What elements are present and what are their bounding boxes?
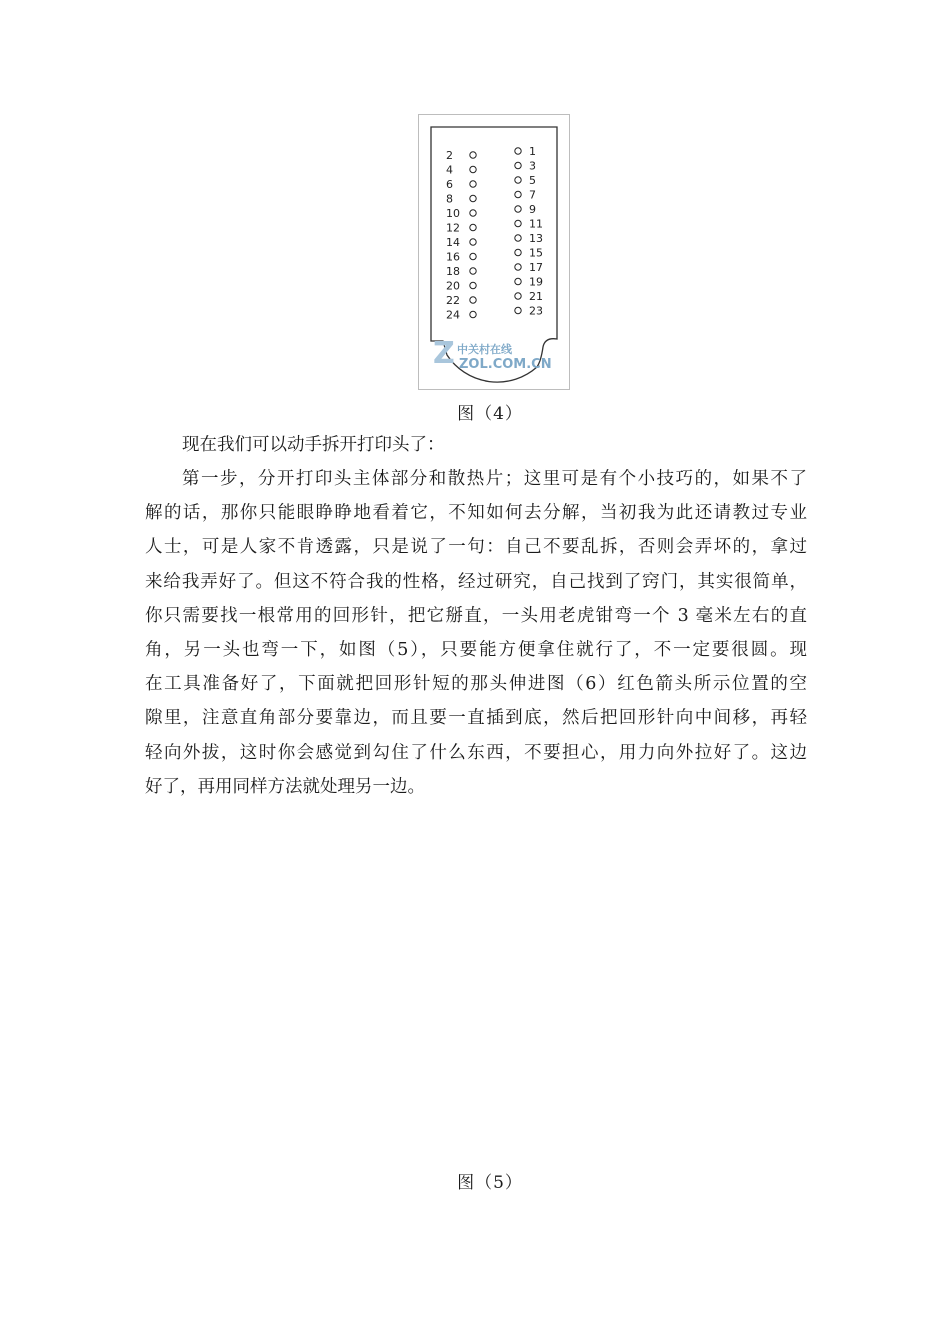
pin-number-even: 4 (446, 163, 453, 177)
text-line: 人士，可是人家不肯透露，只是说了一句：自己不要乱拆，否则会弄坏的，拿过 (145, 537, 807, 558)
svg-text:Z: Z (433, 336, 455, 371)
text-line: 第一步，分开打印头主体部分和散热片；这里可是有个小技巧的，如果不了 (182, 469, 807, 489)
pin-hole (515, 220, 521, 226)
pin-number-even: 10 (446, 207, 460, 220)
pin-number-even: 18 (446, 265, 460, 278)
watermark-cn: 中关村在线 (457, 343, 512, 356)
pin-hole (515, 235, 521, 241)
text-line: 轻向外拔，这时你会感觉到勾住了什么东西，不要担心，用力向外拉好了。这边 (145, 742, 807, 763)
pin-number-odd: 21 (529, 290, 543, 303)
pin-grid (446, 145, 543, 322)
pin-hole (515, 264, 521, 270)
print-head-pinout-drawing (419, 115, 569, 389)
pin-number-odd: 1 (529, 145, 536, 158)
watermark-en: ZOL.COM.CN (459, 357, 552, 372)
pin-hole (515, 278, 521, 284)
text-line: 隙里，注意直角部分要靠边，而且要一直插到底，然后把回形针向中间移，再轻 (145, 708, 807, 729)
pin-hole (515, 293, 521, 299)
pin-number-even: 2 (446, 149, 453, 162)
text-line: 现在我们可以动手拆开打印头了： (182, 435, 445, 455)
pin-number-odd: 13 (529, 232, 543, 245)
figure-4-caption: 图（4） (457, 404, 523, 424)
pin-number-even: 20 (446, 279, 460, 293)
pin-hole (470, 195, 476, 201)
pin-number-even: 8 (446, 192, 453, 206)
pin-hole (470, 268, 476, 274)
pin-hole (515, 307, 521, 313)
pin-hole (470, 181, 476, 187)
pin-number-even: 14 (446, 236, 460, 249)
text-line: 来给我弄好了。但这不符合我的性格，经过研究，自己找到了窍门，其实很简单， (145, 571, 807, 592)
pin-number-odd: 19 (529, 275, 543, 289)
text-line: 你只需要找一根常用的回形针，把它掰直，一头用老虎钳弯一个 3 毫米左右的直 (145, 605, 807, 626)
pin-number-odd: 17 (529, 261, 543, 274)
pin-hole (470, 166, 476, 172)
pin-hole (470, 210, 476, 216)
figure-4-pin-diagram (418, 114, 570, 390)
pin-number-even: 16 (446, 250, 460, 264)
text-line: 角，另一头也弯一下，如图（5），只要能方便拿住就行了，不一定要很圆。现 (145, 640, 807, 661)
pin-number-odd: 15 (529, 246, 543, 260)
pin-hole (470, 152, 476, 158)
pin-hole (470, 311, 476, 317)
pin-hole (470, 224, 476, 230)
pin-hole (515, 177, 521, 183)
pin-number-odd: 7 (529, 188, 536, 202)
pin-hole (470, 297, 476, 303)
figure-5-caption: 图（5） (457, 1173, 523, 1193)
pin-number-odd: 3 (529, 159, 536, 173)
pin-number-odd: 11 (529, 217, 543, 231)
pin-hole (515, 148, 521, 154)
text-line: 好了，再用同样方法就处理另一边。 (145, 776, 425, 797)
intro-paragraph (145, 428, 807, 462)
pin-number-even: 6 (446, 178, 453, 191)
pin-hole (515, 249, 521, 255)
pin-hole (470, 239, 476, 245)
pin-hole (515, 206, 521, 212)
pin-number-odd: 9 (529, 203, 536, 216)
text-line: 在工具准备好了，下面就把回形针短的那头伸进图（6）红色箭头所示位置的空 (145, 674, 807, 695)
pin-number-odd: 23 (529, 304, 543, 318)
step-one-paragraph (145, 462, 807, 804)
pin-hole (470, 282, 476, 288)
pin-hole (515, 191, 521, 197)
text-line: 解的话，那你只能眼睁睁地看着它，不知如何去分解，当初我为此还请教过专业 (145, 503, 807, 524)
pin-number-even: 24 (446, 308, 460, 322)
pin-number-odd: 5 (529, 174, 536, 187)
pin-hole (515, 162, 521, 168)
pin-number-even: 12 (446, 221, 460, 235)
pin-hole (470, 253, 476, 259)
pin-number-even: 22 (446, 294, 460, 307)
zol-watermark (433, 336, 552, 372)
